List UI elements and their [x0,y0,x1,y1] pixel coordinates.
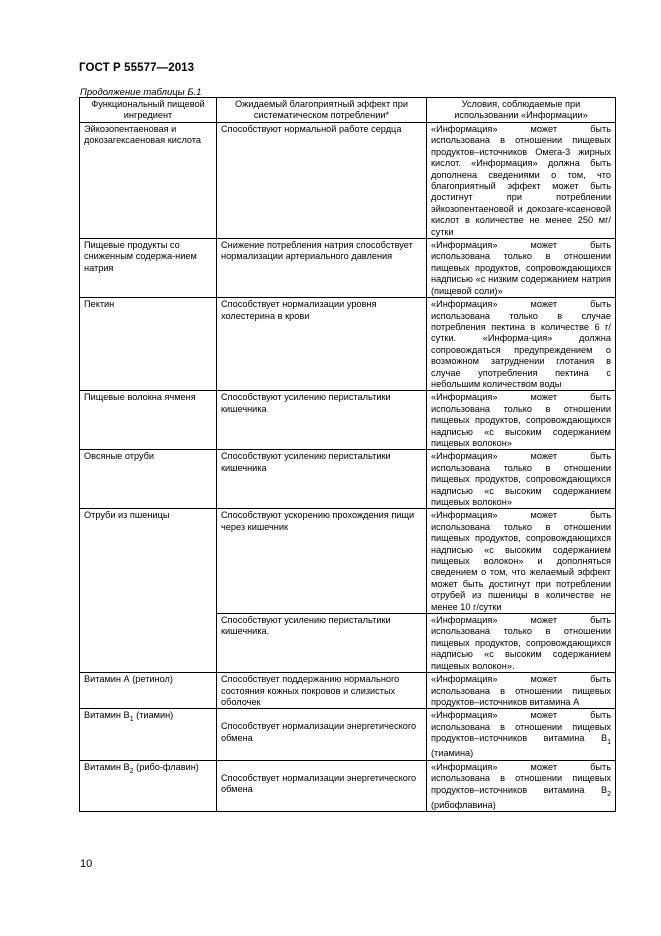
effect-cell: Способствуют ускорению прохождения пищи через кишечник [217,509,427,614]
column-header-ingredient: Функциональный пищевой ингредиент [80,98,217,123]
ingredient-cell: Витамин А (ретинол) [80,673,217,709]
condition-cell [427,760,616,811]
condition-cell: «Информация» может быть использована только в отношении пищевых продуктов, сопровождающихся надписью «с высоким содержанием пищевых волокон» [427,450,616,509]
ingredient-cell: Пищевые волокна ячменя [80,391,217,450]
ingredient-cell: Отруби из пшеницы [80,509,217,673]
effect-cell: Способствуют нормальной работе сердца [217,123,427,239]
effect-cell: Способствуют усилению перистальтики кишечника. [217,614,427,673]
condition-text: «Информация» может быть использована в отношении пищевых продуктов–источников витамина B [431,710,611,744]
condition-cell: «Информация» может быть использована только в отношении пищевых продуктов, сопровождающихся надписью «с низким содержанием натрия (пищевой соли)» [427,239,616,298]
ingredient-cell: Пектин [80,298,217,391]
table-row [80,509,616,614]
ingredient-text: Витамин B [84,761,130,772]
effect-cell [217,709,427,760]
effect-cell: Способствуют усилению перистальтики кишечника [217,391,427,450]
ingredient-cell: Овсяные отруби [80,450,217,509]
column-header-effect: Ожидаемый благоприятный эффект при систематическом потреблении* [217,98,427,123]
ingredient-cell [80,709,217,760]
effect-cell: Способствует поддержанию нормального состояния кожных покровов и слизистых оболочек [217,673,427,709]
condition-cell: «Информация» может быть использована только в отношении пищевых продуктов, сопровождающихся надписью «с высоким содержанием пищевых волокон» и дополняться сведением о том, что желаемый эффект может быть достигнут при потреблении отрубей из пшеницы в количестве не менее 10 г/сутки [427,509,616,614]
condition-text: «Информация» может быть использована в отношении пищевых продуктов–источников витамина B [431,761,611,795]
condition-text-rest: (тиамина) [431,748,474,759]
table-row [80,450,616,509]
ingredient-cell: Пищевые продукты со сниженным содержа-нием натрия [80,239,217,298]
column-header-conditions: Условия, соблюдаемые при использовании «Информации» [427,98,616,123]
subscript-index: 2 [607,790,611,798]
ingredient-cell [80,760,217,811]
table-caption: Продолжение таблицы Б.1 [80,87,202,98]
effect-cell [217,760,427,811]
ingredient-cell: Эйкозопентаеновая и докозагексаеновая кислота [80,123,217,239]
subscript-index: 2 [129,767,134,775]
functional-ingredients-table [79,97,616,812]
effect-cell: Снижение потребления натрия способствует нормализации артериального давления [217,239,427,298]
document-header: ГОСТ Р 55577—2013 [79,62,195,74]
table-row [80,391,616,450]
condition-cell: «Информация» может быть использована только в случае потребления пектина в количестве 6 г/сутки. «Информа-ция» должна сопровождаться предупреждением о возможном затруднении глотания в случае употребления пектина с небольшим количеством воды [427,298,616,391]
effect-text: Способствует нормализации энергетического обмена [221,772,417,795]
ingredient-text: Витамин B [84,710,130,721]
table-row [80,709,616,760]
effect-text: Способствует нормализации энергетического обмена [221,721,417,743]
condition-cell [427,709,616,760]
page-number: 10 [80,858,93,870]
ingredient-text-rest: (рибо-флавин) [133,761,199,772]
table-row [80,298,616,391]
effect-cell: Способствует нормализации уровня холестерина в крови [217,298,427,391]
subscript-index: 1 [129,716,134,724]
condition-cell: «Информация» может быть использована в отношении пищевых продуктов–источников витамина А [427,673,616,709]
table-row [80,760,616,811]
condition-cell: «Информация» может быть использована только в отношении пищевых продуктов, сопровождающихся надписью «с высоким содержанием пищевых волокон» [427,391,616,450]
subscript-index: 1 [607,738,611,746]
condition-text-rest: (рибофлавина) [431,799,496,810]
condition-cell: «Информация» может быть использована в отношении пищевых продуктов–источников Омега-3 жирных кислот. «Информация» должна быть дополнена сведениями о том, что благоприятный эффект может быть достигнут при потреблении эйкозопентаеновой и докозаге-ксаеновой кислот в количестве не менее 250 мг/сутки [427,123,616,239]
table-row [80,123,616,239]
condition-cell: «Информация» может быть использована только в отношении пищевых продуктов, сопровождающихся надписью «с высоким содержанием пищевых волокон». [427,614,616,673]
table-header-row [80,98,616,123]
effect-cell: Способствуют усилению перистальтики кишечника [217,450,427,509]
table-row [80,239,616,298]
table-row [80,673,616,709]
ingredient-text-rest: (тиамин) [133,710,174,721]
